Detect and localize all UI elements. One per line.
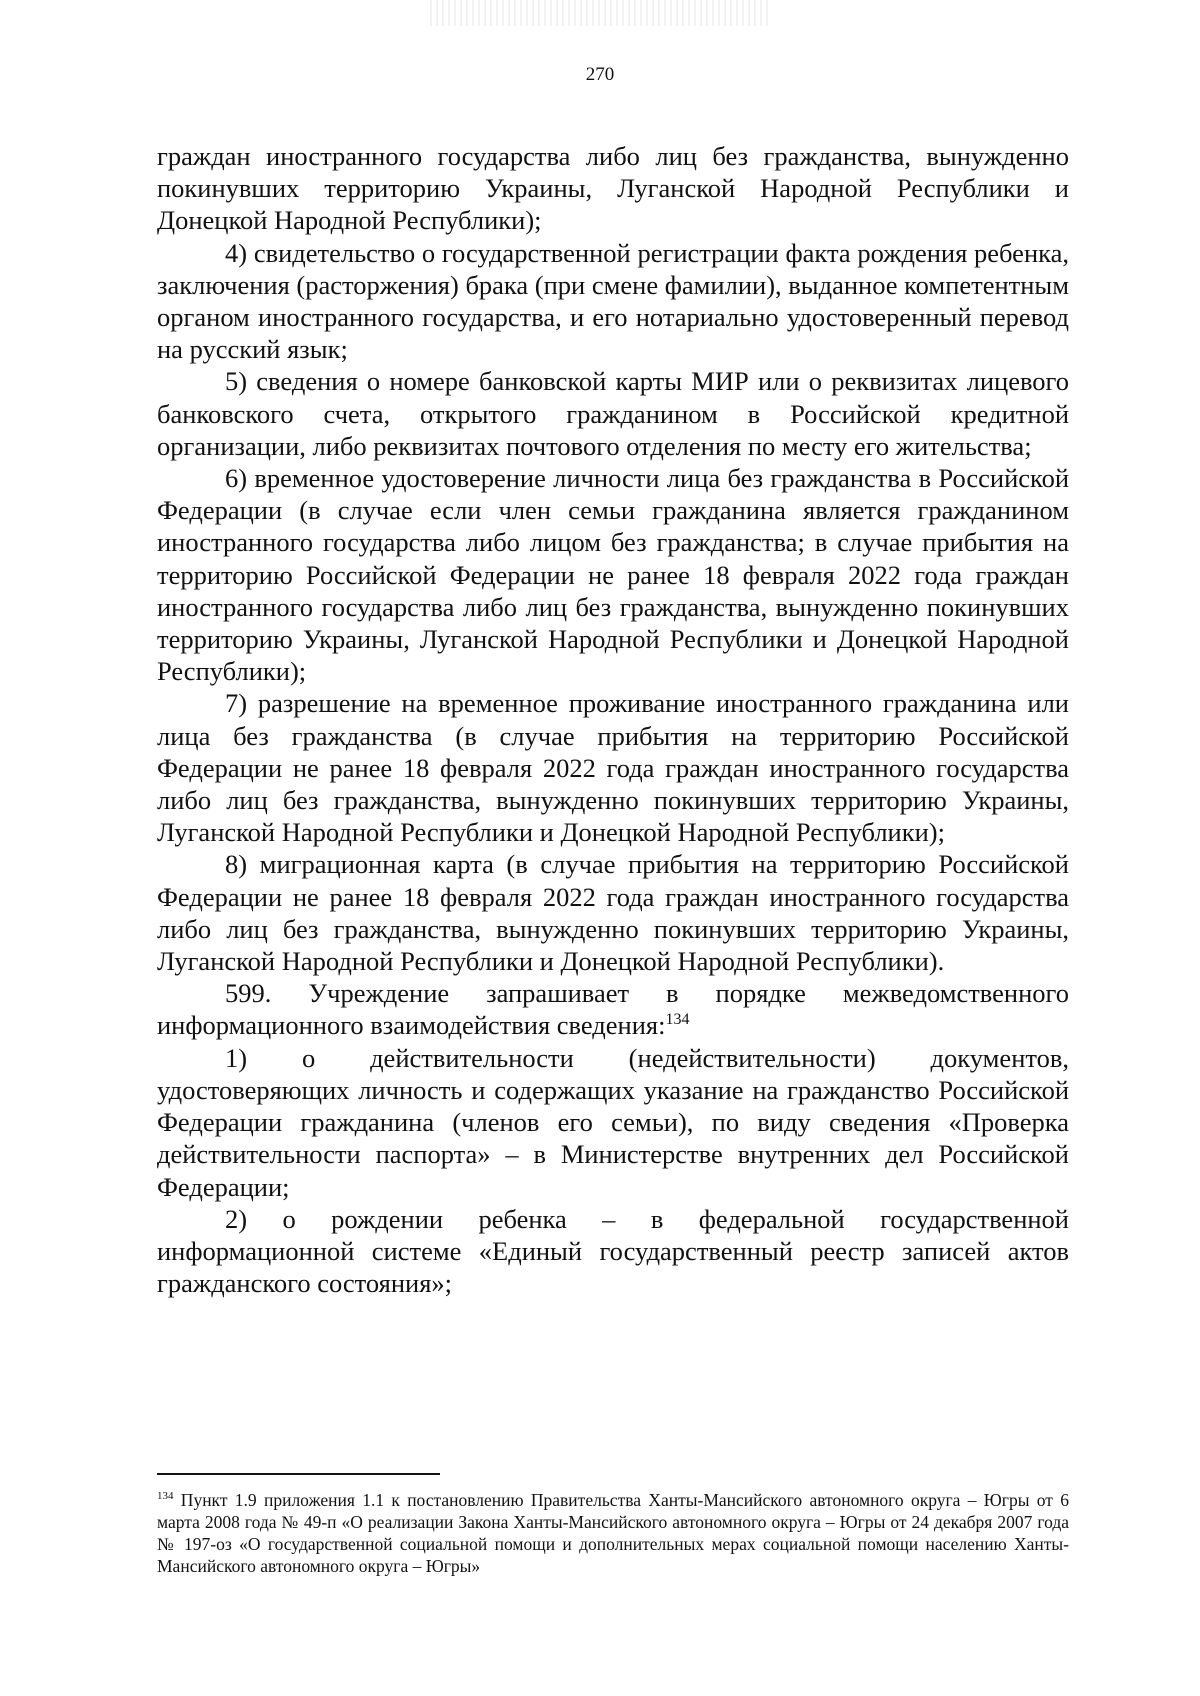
footnote-134 [157, 1489, 1069, 1577]
footnote-divider [157, 1473, 440, 1475]
paragraph-item-8: 8) миграционная карта (в случае прибытия на территорию Российской Федерации не ранее 18 февраля 2022 года граждан иностранного государства либо лиц без гражданства, вынужденно покинувших территорию Украины, Луганской Народной Республики и Донецкой Народной Республики). [157, 849, 1069, 977]
paragraph-item-6: 6) временное удостоверение личности лица без гражданства в Российской Федерации (в случае если член семьи гражданина является гражданином иностранного государства либо лицом без гражданства; в случае прибытия на территорию Российской Федерации не ранее 18 февраля 2022 года граждан иностранного государства либо лиц без гражданства, вынужденно покинувших территорию Украины, Луганской Народной Республики и Донецкой Народной Республики); [157, 463, 1069, 687]
body-text [157, 140, 1069, 1299]
scan-artifact [430, 0, 770, 26]
paragraph-599: 599. Учреждение запрашивает в порядке межведомственного информационного взаимодействия сведения:$^{134}$ [157, 978, 1069, 1041]
footnote-text: Пункт 1.9 приложения 1.1 к постановлению Правительства Ханты-Мансийского автономного округа – Югры от 6 марта 2008 года № 49-п «О реализации Закона Ханты-Мансийского автономного округа – Югры от 24 декабря 2007 года № 197-оз «О государственной социальной помощи и дополнительных мерах социальной помощи населению Ханты-Мансийского автономного округа – Югры» [157, 1490, 1069, 1576]
paragraph-item-5: 5) сведения о номере банковской карты МИР или о реквизитах лицевого банковского счета, открытого гражданином в Российской кредитной организации, либо реквизитах почтового отделения по месту его жительства; [157, 366, 1069, 461]
footnote-reference: 134 [665, 1011, 690, 1029]
footnote-marker: 134 [157, 1490, 174, 1503]
page-number: 270 [585, 64, 615, 85]
paragraph-item-7: 7) разрешение на временное проживание иностранного гражданина или лица без гражданства (в случае прибытия на территорию Российской Федерации не ранее 18 февраля 2022 года граждан иностранного государства либо лиц без гражданства, вынужденно покинувших территорию Украины, Луганской Народной Республики и Донецкой Народной Республики); [157, 688, 1069, 848]
paragraph-continuation: граждан иностранного государства либо лиц без гражданства, вынужденно покинувших территорию Украины, Луганской Народной Республики и Донецкой Народной Республики); [157, 141, 1069, 236]
paragraph-599-item-2: 2) о рождении ребенка – в федеральной государственной информационной системе «Единый государственный реестр записей актов гражданского состояния»; [157, 1203, 1069, 1299]
paragraph-599-item-1: 1) о действительности (недействительности) документов, удостоверяющих личность и содержащих указание на гражданство Российской Федерации гражданина (членов его семьи), по виду сведения «Проверка действительности паспорта» – в Министерстве внутренних дел Российской Федерации; [157, 1042, 1069, 1202]
paragraph-item-4: 4) свидетельство о государственной регистрации факта рождения ребенка, заключения (расторжения) брака (при смене фамилии), выданное компетентным органом иностранного государства, и его нотариально удостоверенный перевод на русский язык; [157, 237, 1069, 365]
